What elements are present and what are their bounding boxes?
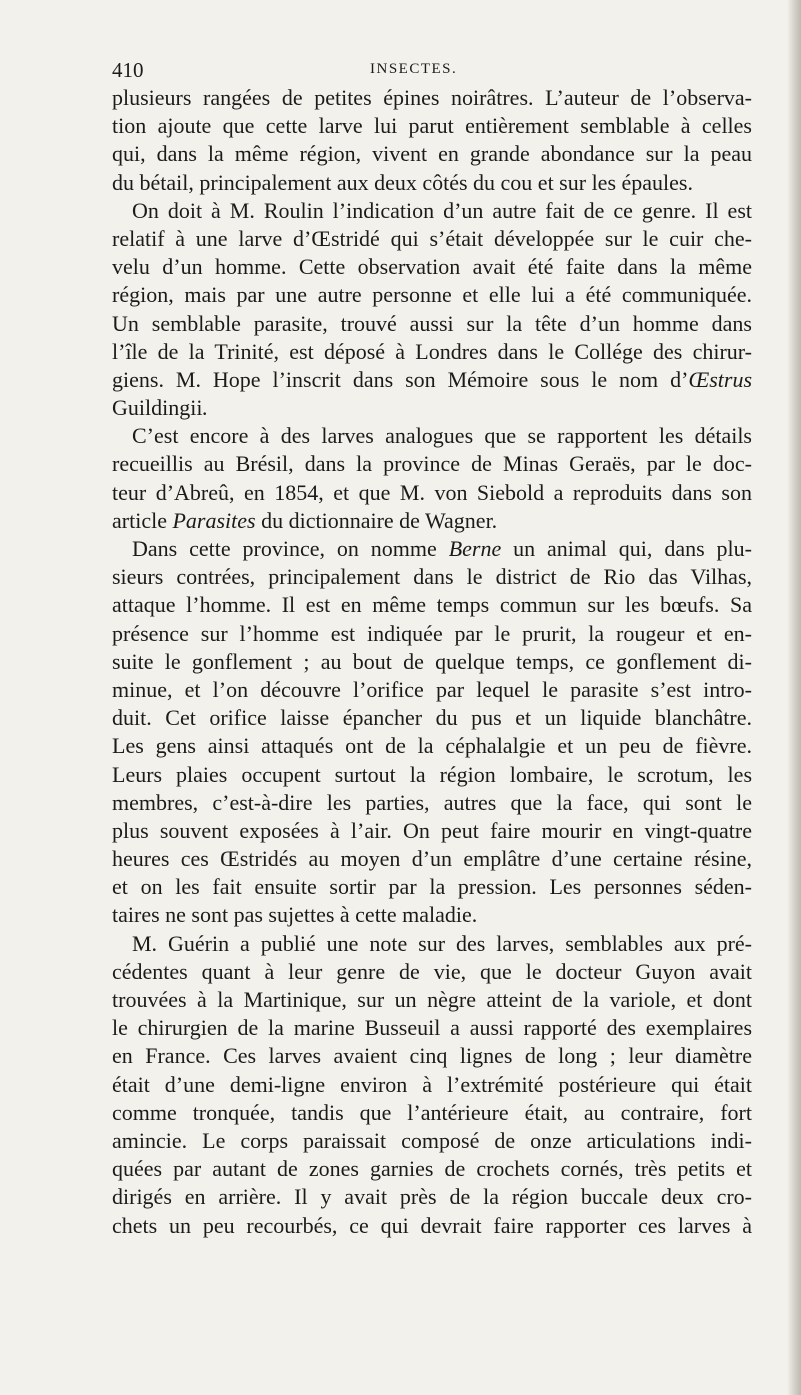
text-line — [112, 450, 752, 478]
text-line — [112, 873, 752, 901]
italic-text: Parasites — [172, 507, 256, 533]
italic-text: Berne — [448, 536, 502, 561]
text-run: dirigés en arrière. Il y avait près de la région buccale deux cro- — [112, 1184, 752, 1210]
page-edge-shadow — [787, 0, 801, 1395]
text-run: On doit à M. Roulin l’indication d’un autre fait de ce genre. Il est — [132, 197, 752, 223]
text-run: Leurs plaies occupent surtout la région lombaire, le scrotum, les — [112, 761, 752, 787]
text-line — [112, 930, 752, 958]
text-line — [112, 761, 752, 789]
text-line — [112, 225, 752, 253]
text-run: un animal qui, dans plu- — [501, 536, 752, 561]
text-line — [112, 253, 752, 281]
text-run: chets un peu recourbés, ce qui devrait faire rapporter ces larves à — [112, 1212, 752, 1238]
text-line — [112, 620, 752, 648]
text-line — [112, 394, 752, 422]
text-line — [112, 732, 752, 760]
text-line — [112, 1071, 752, 1099]
text-line — [112, 704, 752, 732]
text-run: taires ne sont pas sujettes à cette maladie. — [112, 902, 478, 928]
text-line — [112, 789, 752, 817]
text-line — [112, 535, 752, 563]
text-run: qui, dans la même région, vivent en grande abondance sur la peau — [112, 141, 752, 167]
text-line — [112, 197, 752, 225]
paragraph — [112, 535, 752, 930]
text-run: en France. Ces larves avaient cinq lignes de long ; leur diamètre — [112, 1043, 752, 1069]
text-run: M. Guérin a publié une note sur des larves, semblables aux pré- — [132, 930, 752, 956]
text-run: tion ajoute que cette larve lui parut entièrement semblable à celles — [112, 113, 752, 139]
text-run: comme tronquée, tandis que l’antérieure était, au contraire, fort — [112, 1099, 752, 1125]
text-line — [112, 84, 752, 112]
text-run: du dictionnaire de Wagner. — [255, 507, 498, 533]
text-run: sieurs contrées, principalement dans le district de Rio das Vilhas, — [112, 564, 752, 590]
text-run: membres, c’est-à-dire les parties, autres que la face, qui sont le — [112, 789, 752, 815]
text-line — [112, 281, 752, 309]
text-line — [112, 563, 752, 591]
text-line — [112, 1042, 752, 1070]
text-run: région, mais par une autre personne et elle lui a été communiquée. — [112, 282, 752, 308]
text-run: Guildingii — [112, 395, 203, 421]
text-run: le chirurgien de la marine Busseuil a aussi rapporté des exemplaires — [112, 1015, 752, 1041]
text-run: Les gens ainsi attaqués ont de la céphalalgie et un peu de fièvre. — [112, 733, 752, 759]
text-run: et on les fait ensuite sortir par la pression. Les personnes séden- — [112, 874, 752, 900]
text-line — [112, 958, 752, 986]
text-line — [112, 1099, 752, 1127]
body-text — [112, 84, 752, 1240]
text-line — [112, 422, 752, 450]
text-run: article — [112, 507, 173, 533]
text-run: velu d’un homme. Cette observation avait été faite dans la même — [112, 254, 752, 280]
paragraph — [112, 197, 752, 423]
paragraph — [112, 930, 752, 1240]
italic-text: Œstrus — [688, 366, 752, 392]
text-line — [112, 676, 752, 704]
text-line — [112, 1127, 752, 1155]
paragraph — [112, 84, 752, 197]
page-number: 410 — [112, 58, 144, 82]
text-line — [112, 986, 752, 1014]
text-line — [112, 310, 752, 338]
text-run: C’est encore à des larves analogues que se rapportent les détails — [132, 423, 752, 449]
text-line — [112, 479, 752, 507]
text-line — [112, 338, 752, 366]
text-run: heures ces Œstridés au moyen d’un emplâtre d’une certaine résine, — [112, 846, 752, 872]
running-head: INSECTES. — [370, 61, 458, 77]
text-run: Dans cette province, on nomme — [132, 536, 449, 561]
text-line — [112, 817, 752, 845]
text-line — [112, 1183, 752, 1211]
text-line — [112, 648, 752, 676]
text-run: trouvées à la Martinique, sur un nègre atteint de la variole, et dont — [112, 987, 752, 1012]
text-run: présence sur l’homme est indiquée par le prurit, la rougeur et en- — [112, 620, 752, 646]
text-line — [112, 140, 752, 168]
text-line — [112, 1212, 752, 1240]
text-line — [112, 845, 752, 873]
text-line — [112, 366, 752, 394]
text-line — [112, 1155, 752, 1183]
text-line — [112, 169, 752, 197]
text-run: giens. M. Hope l’inscrit dans son Mémoire sous le nom d’ — [112, 366, 689, 392]
text-run: plus souvent exposées à l’air. On peut faire mourir en vingt-quatre — [112, 817, 752, 843]
text-run: duit. Cet orifice laisse épancher du pus et un liquide blanchâtre. — [112, 705, 752, 731]
italic-text: . — [202, 395, 208, 421]
text-run: teur d’Abreû, en 1854, et que M. von Siebold a reproduits dans son — [112, 479, 752, 505]
text-line — [112, 112, 752, 140]
text-run: minue, et l’on découvre l’orifice par lequel le parasite s’est intro- — [112, 676, 752, 702]
text-run: amincie. Le corps paraissait composé de onze articulations indi- — [112, 1127, 752, 1153]
text-run: recueillis au Brésil, dans la province de Minas Geraës, par le doc- — [112, 451, 752, 477]
paragraph — [112, 422, 752, 535]
text-run: plusieurs rangées de petites épines noirâtres. L’auteur de l’observa- — [112, 85, 752, 110]
text-line — [112, 591, 752, 619]
text-run: l’île de la Trinité, est déposé à Londres dans le Collége des chirur- — [112, 338, 752, 364]
text-run: cédentes quant à leur genre de vie, que le docteur Guyon avait — [112, 958, 752, 984]
text-run: attaque l’homme. Il est en même temps commun sur les bœufs. Sa — [112, 592, 752, 618]
text-line — [112, 901, 752, 929]
text-run: relatif à une larve d’Œstridé qui s’était développée sur le cuir che- — [112, 225, 752, 251]
text-line — [112, 1014, 752, 1042]
text-run: Un semblable parasite, trouvé aussi sur la tête d’un homme dans — [112, 310, 752, 336]
text-line — [112, 507, 752, 535]
text-run: suite le gonflement ; au bout de quelque temps, ce gonflement di- — [112, 648, 752, 674]
text-run: était d’une demi-ligne environ à l’extrémité postérieure qui était — [112, 1071, 752, 1097]
text-run: du bétail, principalement aux deux côtés du cou et sur les épaules. — [112, 169, 693, 195]
text-run: quées par autant de zones garnies de crochets cornés, très petits et — [112, 1156, 752, 1182]
